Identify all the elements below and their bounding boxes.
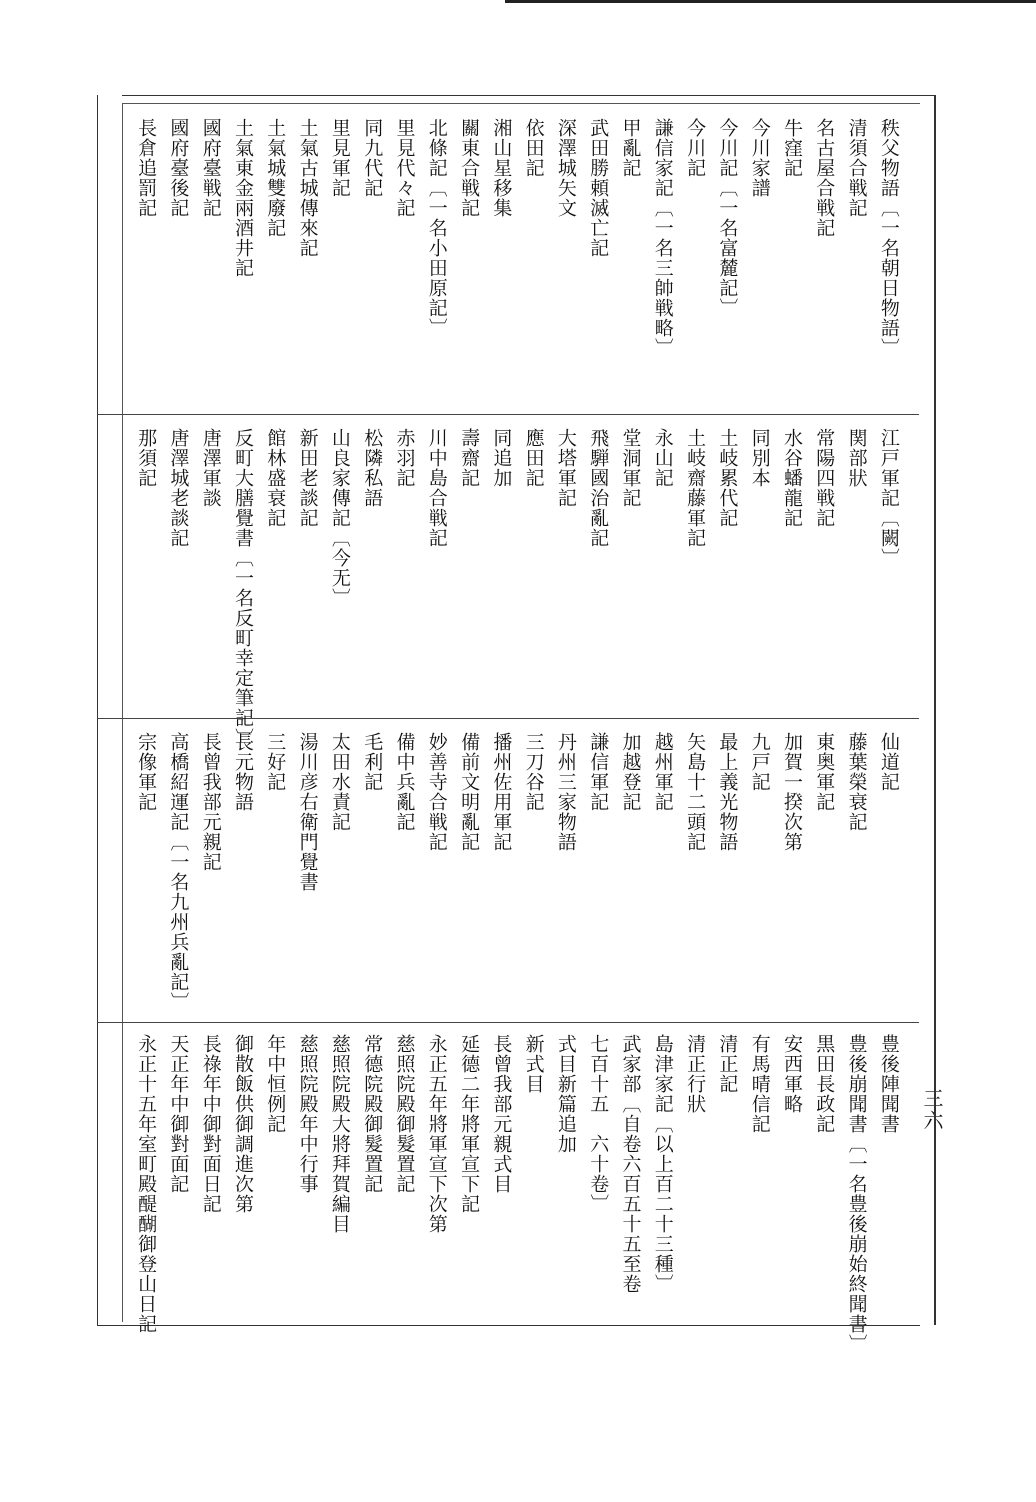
catalog-entry: 湯川彦右衛門覺書 <box>296 732 319 892</box>
catalog-entry: 常德院殿御髮置記 <box>361 1034 384 1194</box>
catalog-entry: 丹州三家物語 <box>554 732 577 852</box>
catalog-entry: 豊後陣聞書 <box>877 1034 900 1134</box>
catalog-entry: 加賀一揆次第 <box>781 732 803 852</box>
catalog-entry: 太田水責記 <box>328 732 351 832</box>
catalog-entry: 御散飯供御調進次第 <box>232 1034 254 1214</box>
catalog-entry: 那須記 <box>135 428 158 488</box>
catalog-entry: 九戸記 <box>748 732 771 792</box>
catalog-entry: 謙信家記〔一名三帥戦略〕 <box>651 118 674 358</box>
catalog-entry: 牛窪記 <box>781 118 803 178</box>
catalog-entry: 長倉追罰記 <box>135 118 158 218</box>
catalog-entry: 唐澤城老談記 <box>167 428 190 548</box>
catalog-band-4 <box>130 1034 905 1354</box>
catalog-entry: 永正五年將軍宣下次第 <box>425 1034 448 1234</box>
catalog-entry: 慈照院殿御髮置記 <box>393 1034 416 1194</box>
catalog-entry: 同別本 <box>748 428 771 488</box>
catalog-entry: 松隣私語 <box>361 428 384 508</box>
catalog-entry: 武家部〔自卷六百五十五至卷 <box>619 1034 642 1294</box>
catalog-entry: 飛騨國治亂記 <box>587 428 610 548</box>
catalog-entry: 水谷蟠龍記 <box>781 428 803 528</box>
frame-top-rule <box>122 95 934 96</box>
catalog-entry: 藤葉榮衰記 <box>845 732 868 832</box>
top-rule <box>505 0 1036 9</box>
catalog-band-1 <box>130 118 905 418</box>
catalog-entry: 里見軍記 <box>328 118 351 198</box>
catalog-entry: 加越登記 <box>619 732 642 812</box>
catalog-entry: 土氣城雙廢記 <box>264 118 287 238</box>
catalog-entry: 毛利記 <box>361 732 384 792</box>
catalog-entry: 清正記 <box>716 1034 739 1094</box>
catalog-entry: 常陽四戦記 <box>813 428 836 528</box>
catalog-entry: 今川家譜 <box>748 118 771 198</box>
catalog-entry: 備中兵亂記 <box>393 732 416 832</box>
catalog-entry: 有馬晴信記 <box>748 1034 771 1134</box>
catalog-entry: 山良家傳記〔今无〕 <box>328 428 351 608</box>
catalog-entry: 今川記 <box>684 118 707 178</box>
catalog-entry: 名古屋合戦記 <box>813 118 836 238</box>
catalog-entry: 土氣東金兩酒井記 <box>232 118 254 278</box>
catalog-entry: 天正年中御對面記 <box>167 1034 190 1194</box>
catalog-entry: 赤羽記 <box>393 428 416 488</box>
catalog-entry: 川中島合戦記 <box>425 428 448 548</box>
catalog-entry: 安西軍略 <box>781 1034 803 1114</box>
catalog-entry: 黒田長政記 <box>813 1034 836 1134</box>
catalog-entry: 新式目 <box>522 1034 545 1094</box>
catalog-entry: 湘山星移集 <box>490 118 513 218</box>
catalog-entry: 依田記 <box>522 118 545 178</box>
catalog-entry: 新田老談記 <box>296 428 319 528</box>
catalog-entry: 宗像軍記 <box>135 732 158 812</box>
catalog-entry: 深澤城矢文 <box>554 118 577 218</box>
catalog-entry: 土岐累代記 <box>716 428 739 528</box>
catalog-entry: 土岐齋藤軍記 <box>684 428 707 548</box>
catalog-entry: 年中恒例記 <box>264 1034 287 1134</box>
catalog-entry: 武田勝頼滅亡記 <box>587 118 610 258</box>
frame-right-rule <box>934 95 936 1325</box>
catalog-entry: 永正十五年室町殿醍醐御登山日記 <box>135 1034 158 1334</box>
catalog-entry: 越州軍記 <box>651 732 674 812</box>
catalog-entry: 國府臺後記 <box>167 118 190 218</box>
catalog-entry: 國府臺戦記 <box>199 118 222 218</box>
catalog-entry: 延德二年將軍宣下記 <box>458 1034 481 1214</box>
catalog-entry: 三刀谷記 <box>522 732 545 812</box>
catalog-entry: 土氣古城傳來記 <box>296 118 319 258</box>
catalog-entry: 長曾我部元親式目 <box>490 1034 513 1194</box>
catalog-entry: 秩父物語〔一名朝日物語〕 <box>877 118 900 358</box>
catalog-entry: 式目新篇追加 <box>554 1034 577 1154</box>
catalog-entry: 里見代々記 <box>393 118 416 218</box>
catalog-entry: 清須合戦記 <box>845 118 868 218</box>
catalog-entry: 堂洞軍記 <box>619 428 642 508</box>
catalog-entry: 播州佐用軍記 <box>490 732 513 852</box>
catalog-entry: 今川記〔一名富麓記〕 <box>716 118 739 318</box>
catalog-entry: 江戸軍記〔闕〕 <box>877 428 900 568</box>
catalog-entry: 関部狀 <box>845 428 868 488</box>
catalog-entry: 慈照院殿年中行事 <box>296 1034 319 1194</box>
catalog-entry: 仙道記 <box>877 732 900 792</box>
catalog-entry: 唐澤軍談 <box>199 428 222 508</box>
catalog-entry: 長祿年中御對面日記 <box>199 1034 222 1214</box>
catalog-entry: 長元物語 <box>232 732 254 812</box>
catalog-entry: 矢島十二頭記 <box>684 732 707 852</box>
catalog-band-3 <box>130 732 905 1032</box>
catalog-entry: 備前文明亂記 <box>458 732 481 852</box>
catalog-entry: 館林盛衰記 <box>264 428 287 528</box>
catalog-entry: 甲亂記 <box>619 118 642 178</box>
catalog-entry: 反町大膳覺書〔一名反町幸定筆記〕 <box>232 428 254 748</box>
catalog-entry: 長曾我部元親記 <box>199 732 222 872</box>
catalog-entry: 同追加 <box>490 428 513 488</box>
catalog-entry: 大塔軍記 <box>554 428 577 508</box>
catalog-entry: 高橋紹運記〔一名九州兵亂記〕 <box>167 732 190 1012</box>
catalog-band-2 <box>130 428 905 748</box>
catalog-entry: 關東合戦記 <box>458 118 481 218</box>
catalog-entry: 東奥軍記 <box>813 732 836 812</box>
catalog-entry: 清正行狀 <box>684 1034 707 1114</box>
catalog-entry: 同九代記 <box>361 118 384 198</box>
catalog-entry: 永山記 <box>651 428 674 488</box>
catalog-entry: 應田記 <box>522 428 545 488</box>
catalog-entry: 慈照院殿大將拜賀編目 <box>328 1034 351 1234</box>
page-number: 三六 <box>920 1088 944 1132</box>
catalog-entry: 最上義光物語 <box>716 732 739 852</box>
catalog-entry: 島津家記〔以上百二十三種〕 <box>651 1034 674 1294</box>
catalog-entry: 三好記 <box>264 732 287 792</box>
catalog-entry: 豊後崩聞書〔一名豊後崩始終聞書〕 <box>845 1034 868 1354</box>
catalog-entry: 謙信軍記 <box>587 732 610 812</box>
catalog-entry: 北條記〔一名小田原記〕 <box>425 118 448 338</box>
catalog-entry: 七百十五 六十卷〕 <box>587 1034 610 1214</box>
catalog-entry: 妙善寺合戦記 <box>425 732 448 852</box>
catalog-entry: 壽齋記 <box>458 428 481 488</box>
